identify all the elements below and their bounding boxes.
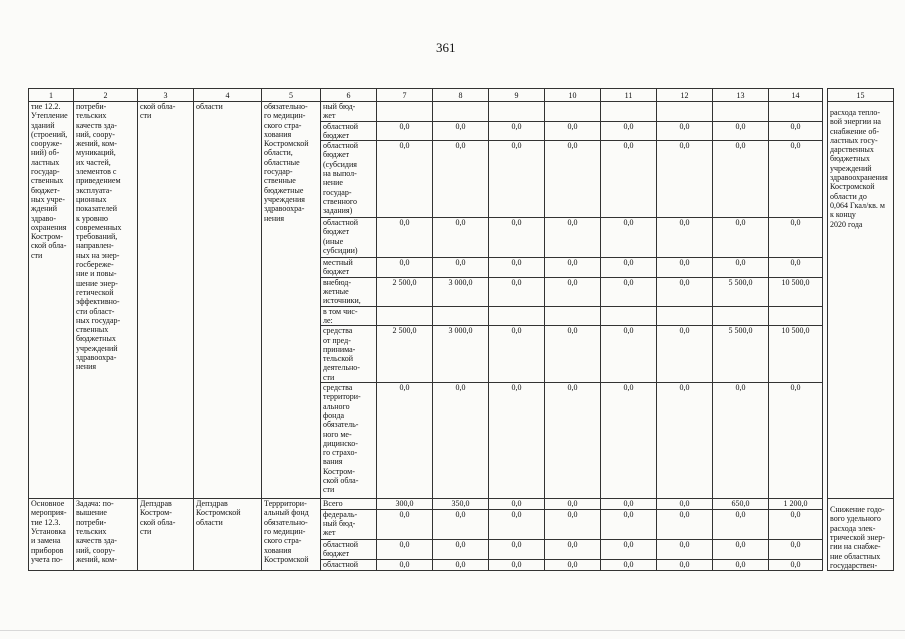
value-cell: 650,0 (713, 499, 769, 510)
cell-col2: потреби- тельских качеств зда- ний, соору- жений, ком- муникаций, их частей, элементов с приведением эксплуата- ционных показателей к уровню современных требований, направлен- ных на энер- госбереже- ние и повы- шение энер- гетической эффективно- сти област- ных государ- ственных бюджетных учреждений здравоохра- нения (74, 102, 138, 499)
funding-source: средства от пред- принима- тельской деятельно- сти (321, 326, 377, 383)
column-header: 8 (433, 89, 489, 102)
value-cell (769, 306, 823, 326)
cell-col1: тие 12.2. Утепление зданий (строений, сооруже- ний) об- ластных государ- ственных бюджет- ных учре- ждений здраво- охранения Костром- ской обла- сти (29, 102, 74, 499)
value-cell: 0,0 (545, 141, 601, 218)
value-cell: 0,0 (489, 121, 545, 141)
value-cell (657, 306, 713, 326)
column-header: 4 (194, 89, 262, 102)
page-number: 361 (436, 40, 456, 55)
value-cell: 0,0 (769, 141, 823, 218)
value-cell: 0,0 (377, 509, 433, 539)
value-cell (769, 102, 823, 122)
value-cell: 0,0 (657, 218, 713, 258)
value-cell: 5 500,0 (713, 277, 769, 306)
column-header: 1 (29, 89, 74, 102)
funding-source: федераль- ный бюд- жет (321, 509, 377, 539)
value-cell (657, 102, 713, 122)
value-cell: 0,0 (601, 539, 657, 559)
value-cell: 0,0 (433, 121, 489, 141)
value-cell: 1 200,0 (769, 499, 823, 510)
funding-source: областной бюджет (иные субсидии) (321, 218, 377, 258)
column-header: 15 (828, 89, 894, 102)
value-cell: 0,0 (769, 539, 823, 559)
value-cell: 0,0 (545, 560, 601, 571)
column-header: 14 (769, 89, 823, 102)
value-cell: 0,0 (713, 383, 769, 499)
value-cell: 0,0 (601, 218, 657, 258)
funding-source: областной бюджет (321, 121, 377, 141)
column-header: 5 (262, 89, 321, 102)
value-cell: 0,0 (433, 509, 489, 539)
value-cell: 0,0 (433, 258, 489, 278)
value-cell: 0,0 (601, 277, 657, 306)
value-cell: 0,0 (545, 509, 601, 539)
funding-source: средства территори- ального фонда обязатель- ного ме- дицинско- го страхо- вания Костром- ской обла- сти (321, 383, 377, 499)
value-cell (713, 306, 769, 326)
value-cell: 0,0 (377, 258, 433, 278)
column-header: 9 (489, 89, 545, 102)
value-cell: 10 500,0 (769, 277, 823, 306)
value-cell: 0,0 (769, 560, 823, 571)
value-cell: 0,0 (601, 121, 657, 141)
value-cell: 0,0 (433, 218, 489, 258)
value-cell: 0,0 (545, 326, 601, 383)
value-cell: 0,0 (657, 539, 713, 559)
value-cell: 0,0 (601, 326, 657, 383)
value-cell: 0,0 (601, 383, 657, 499)
column-header: 12 (657, 89, 713, 102)
value-cell: 0,0 (545, 121, 601, 141)
value-cell: 0,0 (489, 258, 545, 278)
table-row (29, 499, 894, 510)
value-cell (377, 102, 433, 122)
table-row (29, 102, 894, 122)
value-cell: 0,0 (657, 499, 713, 510)
value-cell: 0,0 (377, 141, 433, 218)
value-cell: 0,0 (489, 560, 545, 571)
value-cell: 3 000,0 (433, 326, 489, 383)
value-cell: 0,0 (657, 121, 713, 141)
value-cell: 0,0 (377, 539, 433, 559)
value-cell (489, 102, 545, 122)
value-cell: 0,0 (601, 509, 657, 539)
column-header: 10 (545, 89, 601, 102)
budget-table (28, 88, 894, 571)
value-cell: 0,0 (489, 383, 545, 499)
value-cell: 0,0 (769, 383, 823, 499)
value-cell (489, 306, 545, 326)
value-cell: 350,0 (433, 499, 489, 510)
value-cell: 3 000,0 (433, 277, 489, 306)
value-cell: 0,0 (489, 539, 545, 559)
value-cell: 0,0 (377, 121, 433, 141)
value-cell: 5 500,0 (713, 326, 769, 383)
value-cell: 0,0 (433, 383, 489, 499)
column-header: 13 (713, 89, 769, 102)
value-cell: 0,0 (657, 383, 713, 499)
funding-source: в том чис- ле: (321, 306, 377, 326)
cell-col4: Депздрав Костромской области (194, 499, 262, 571)
value-cell: 0,0 (489, 218, 545, 258)
cell-col3: ской обла- сти (138, 102, 194, 499)
cell-col15: расхода тепло- вой энергии на снабжение об- ластных госу- дарственных бюджетных учреждений здравоохранения Костромской области до 0,064 Гкал/кв. м к концу 2020 года (828, 102, 894, 499)
value-cell: 10 500,0 (769, 326, 823, 383)
funding-source: областной (321, 560, 377, 571)
value-cell: 0,0 (601, 258, 657, 278)
value-cell: 0,0 (769, 509, 823, 539)
value-cell: 0,0 (657, 258, 713, 278)
value-cell: 0,0 (769, 121, 823, 141)
value-cell: 0,0 (489, 141, 545, 218)
value-cell: 0,0 (769, 218, 823, 258)
value-cell (601, 306, 657, 326)
funding-source: ный бюд- жет (321, 102, 377, 122)
value-cell: 0,0 (377, 560, 433, 571)
funding-source: внебюд- жетные источники, (321, 277, 377, 306)
value-cell: 0,0 (489, 509, 545, 539)
value-cell: 0,0 (545, 539, 601, 559)
column-header: 3 (138, 89, 194, 102)
value-cell: 0,0 (713, 560, 769, 571)
value-cell: 0,0 (433, 141, 489, 218)
value-cell: 0,0 (769, 258, 823, 278)
value-cell: 0,0 (657, 326, 713, 383)
value-cell: 0,0 (433, 560, 489, 571)
value-cell: 0,0 (657, 277, 713, 306)
funding-source: Всего (321, 499, 377, 510)
value-cell (545, 102, 601, 122)
value-cell: 0,0 (713, 218, 769, 258)
value-cell: 0,0 (377, 383, 433, 499)
value-cell (377, 306, 433, 326)
value-cell (545, 306, 601, 326)
value-cell: 0,0 (545, 499, 601, 510)
value-cell: 0,0 (601, 560, 657, 571)
column-header: 11 (601, 89, 657, 102)
cell-col1: Основное мероприя- тие 12.3. Установка и замена приборов учета по- (29, 499, 74, 571)
column-header: 2 (74, 89, 138, 102)
value-cell (433, 102, 489, 122)
value-cell: 0,0 (713, 509, 769, 539)
value-cell: 0,0 (713, 141, 769, 218)
value-cell: 2 500,0 (377, 326, 433, 383)
value-cell (713, 102, 769, 122)
value-cell: 0,0 (713, 121, 769, 141)
scan-edge (0, 630, 905, 631)
value-cell: 0,0 (545, 383, 601, 499)
value-cell: 0,0 (657, 509, 713, 539)
value-cell: 0,0 (545, 277, 601, 306)
value-cell: 0,0 (601, 141, 657, 218)
value-cell: 0,0 (433, 539, 489, 559)
funding-source: местный бюджет (321, 258, 377, 278)
value-cell: 0,0 (601, 499, 657, 510)
value-cell (433, 306, 489, 326)
value-cell: 0,0 (657, 560, 713, 571)
value-cell: 0,0 (489, 277, 545, 306)
column-header: 7 (377, 89, 433, 102)
value-cell: 0,0 (657, 141, 713, 218)
funding-source: областной бюджет (субсидия на выпол- нение государ- ственного задания) (321, 141, 377, 218)
value-cell (601, 102, 657, 122)
column-header: 6 (321, 89, 377, 102)
value-cell: 0,0 (545, 218, 601, 258)
value-cell: 0,0 (713, 539, 769, 559)
cell-col2: Задача: по- вышение потреби- тельских качеств зда- ний, соору- жений, ком- (74, 499, 138, 571)
cell-col5: обязательно- го медицин- ского стра- хования Костромской области, областные государ- ственные бюджетные учреждения здравоохра- нения (262, 102, 321, 499)
cell-col3: Депздрав Костром- ской обла- сти (138, 499, 194, 571)
cell-col15: Снижение годо- вого удельного расхода элек- трической энер- гии на снабже- ние областных государствен- (828, 499, 894, 571)
value-cell: 300,0 (377, 499, 433, 510)
value-cell: 0,0 (713, 258, 769, 278)
cell-col4: области (194, 102, 262, 499)
value-cell: 0,0 (545, 258, 601, 278)
funding-source: областной бюджет (321, 539, 377, 559)
value-cell: 0,0 (489, 499, 545, 510)
value-cell: 0,0 (489, 326, 545, 383)
header-row (29, 89, 894, 102)
value-cell: 2 500,0 (377, 277, 433, 306)
value-cell: 0,0 (377, 218, 433, 258)
cell-col5: Террритори- альный фонд обязательно- го медицин- ского стра- хования Костромской (262, 499, 321, 571)
